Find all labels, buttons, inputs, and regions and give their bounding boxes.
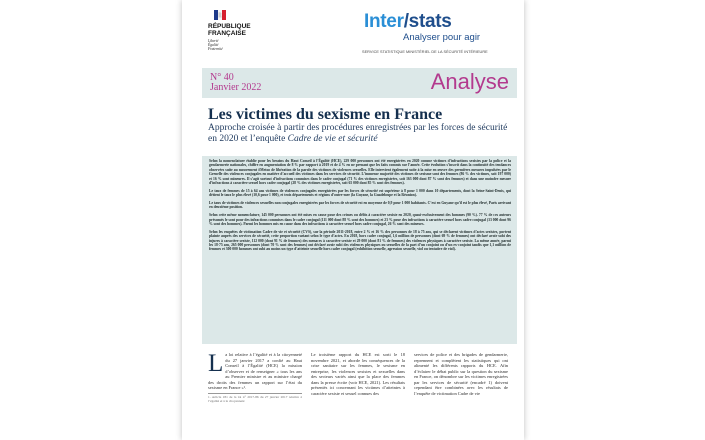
category-label: Analyse [430,69,509,94]
summary-paragraph: Selon les enquêtes de victimation Cadre de vie et sécurité (CVS), sur la période 2011-2018, entre 2 % et 16 % des personnes de 18 à 75 ans, qui se déclarent victimes d’actes sexistes, portent plainte auprès des services de sécurité, cette proportion variant selon le type d’actes. En 2018, hors cadre conjugal, 1,6 million de personnes (dont 69 % de femmes) ont déclaré avoir subi des injures à caractère sexiste, 112 000 (dont 91 % de femmes) des menaces à caractère sexiste et 29 000 (dont 81 % de femmes) des violences physiques à caractère sexiste. La même année, parmi les 18-75 ans, 265 000 personnes (dont 70 % sont des femmes) ont déclaré avoir subi des violences physiques ou sexuelles de la part d’un conjoint ou d’un ex-conjoint tandis que 1,1 million de femmes et 300 000 hommes ont subi au moins un type d’atteinte sexuelle hors cadre conjugal (exhibition sexuelle, agression sexuelle, viol ou tentative de viol). [209,229,511,252]
body-column-1 [208,352,302,403]
issue-info [210,73,261,93]
marianne-icon [214,10,226,20]
page-subtitle: Approche croisée à partir des procédures enregistrées par les forces de sécurité en 2020 et l’enquête Cadre de vie et sécurité [208,123,508,144]
drop-cap: L [208,352,224,377]
brand-service: SERVICE STATISTIQUE MINISTÉRIEL DE LA SÉCURITÉ INTÉRIEURE [362,50,488,54]
summary-paragraph: Selon cette même nomenclature, 145 000 personnes ont été mises en cause pour des crimes ou délits à caractère sexiste en 2020, quasi-exclusivement des hommes (90 %). 77 % de ces auteurs présumés le sont pour des infractions commises dans le cadre conjugal (111 000 dont 88 % sont des hommes) et 23 % pour des infractions à caractère sexuel hors cadre conjugal (33 000 dont 96 % sont des hommes). Parmi les hommes mis en cause dans des infractions à caractère sexuel hors cadre conjugal, 26 % sont des mineurs. [209,213,511,226]
issue-band [202,68,517,98]
rf-motto: Liberté Égalité Fraternité [208,39,223,51]
body-column-2: Le troisième rapport du HCE est sorti le 18 novembre 2021, et aborde les conséquences de la crise sanitaire sur les femmes, le sexisme en entreprise, les violences sexistes et sexuelles dans des secteurs variés ainsi que la place des femmes dans la presse écrite (voir HCE, 2021). Les résultats présentés ici concernant les victimes d’atteintes à caractère sexiste et sexuel connues des [311,352,405,396]
summary-paragraph: Le taux de femmes de 15 à 64 ans victimes de violences conjugales enregistrées par les forces de sécurité est supérieur à 8 pour 1 000 dans 10 départements, dont la Seine-Saint-Denis, qui détient le taux le plus élevé (10,6 pour 1 000), et trois départements et régions d’outre-mer (la Guyane, la Guadeloupe et la Réunion). [209,188,511,198]
brand-wordmark: Inter/stats [364,11,452,32]
republique-francaise-logo [208,10,268,51]
footnote: 1. Article 181 de la loi n° 2017-86 du 27 janvier 2017 relative à l’égalité et à la citoyenneté [208,394,302,403]
interstats-logo [362,11,514,54]
page-title: Les victimes du sexisme en France [208,106,443,123]
summary-paragraph: Le taux de victimes de violences sexuelles non conjugales enregistrées par les forces de sécurité est en moyenne de 0,9 pour 1 000 habitants. C’est en Guyane qu’il est le plus élevé, Paris arrivant en deuxième position. [209,201,511,210]
column-text: a loi relative à l’égalité et à la citoyenneté du 27 janvier 2017 a confié au Haut Conseil à l’Égalité (HCE) la mission d’observer et de renseigner « tous les ans au Premier ministre et au ministre chargé des droits des femmes un rapport sur l’état du sexisme en France »¹. [208,352,302,390]
body-column-3: services de police et des brigades de gendarmerie, reprennent et complètent les statistiques qui ont alimenté les différents rapports du HCE. Afin d’éclairer le débat public sur la question du sexisme en France, on dénombre sur les victimes enregistrées par les services de sécurité (encadré 1) doivent cependant être combinées avec les résultats de l’enquête de victimation Cadre de vie [414,352,508,396]
rf-title: RÉPUBLIQUE FRANÇAISE [208,23,251,37]
issue-date: Janvier 2022 [210,82,262,93]
summary-paragraph: Selon la nomenclature établie pour les besoins du Haut Conseil à l’Égalité (HCE), 229 000 personnes ont été enregistrées en 2020 comme victimes d’infractions sexistes par la police et la gendarmerie nationales, chiffre en augmentation de 8 % par rapport à 2019 et de 4 % en ne prenant que les faits commis sur l’année. Cette évolution s’inscrit dans la continuité des tendances observées suite au mouvement #Metoo de libération de la parole des victimes de violences sexuelles. Elle intervient également suite à la mise en œuvre des premières mesures impulsées par le Grenelle des violences conjugales en matière d’accueil des victimes dans les services de sécurité. L’immense majorité des victimes de sexisme sont des femmes (86 % des victimes, soit 197 000) et 16 % sont mineures. Il s’agit surtout d’infractions commises dans le cadre conjugal (71 % des victimes enregistrées, soit 163 000 dont 87 % sont des femmes) et dans une moindre mesure d’infractions à caractère sexuel hors cadre conjugal (28 % des victimes enregistrées, soit 65 000 dont 85 % sont des femmes). [209,159,511,186]
brand-tagline: Analyser pour agir [403,32,481,43]
document-page [182,0,524,440]
summary-box [202,156,517,344]
issue-number: N° 40 [210,72,234,83]
body-columns [208,352,513,440]
